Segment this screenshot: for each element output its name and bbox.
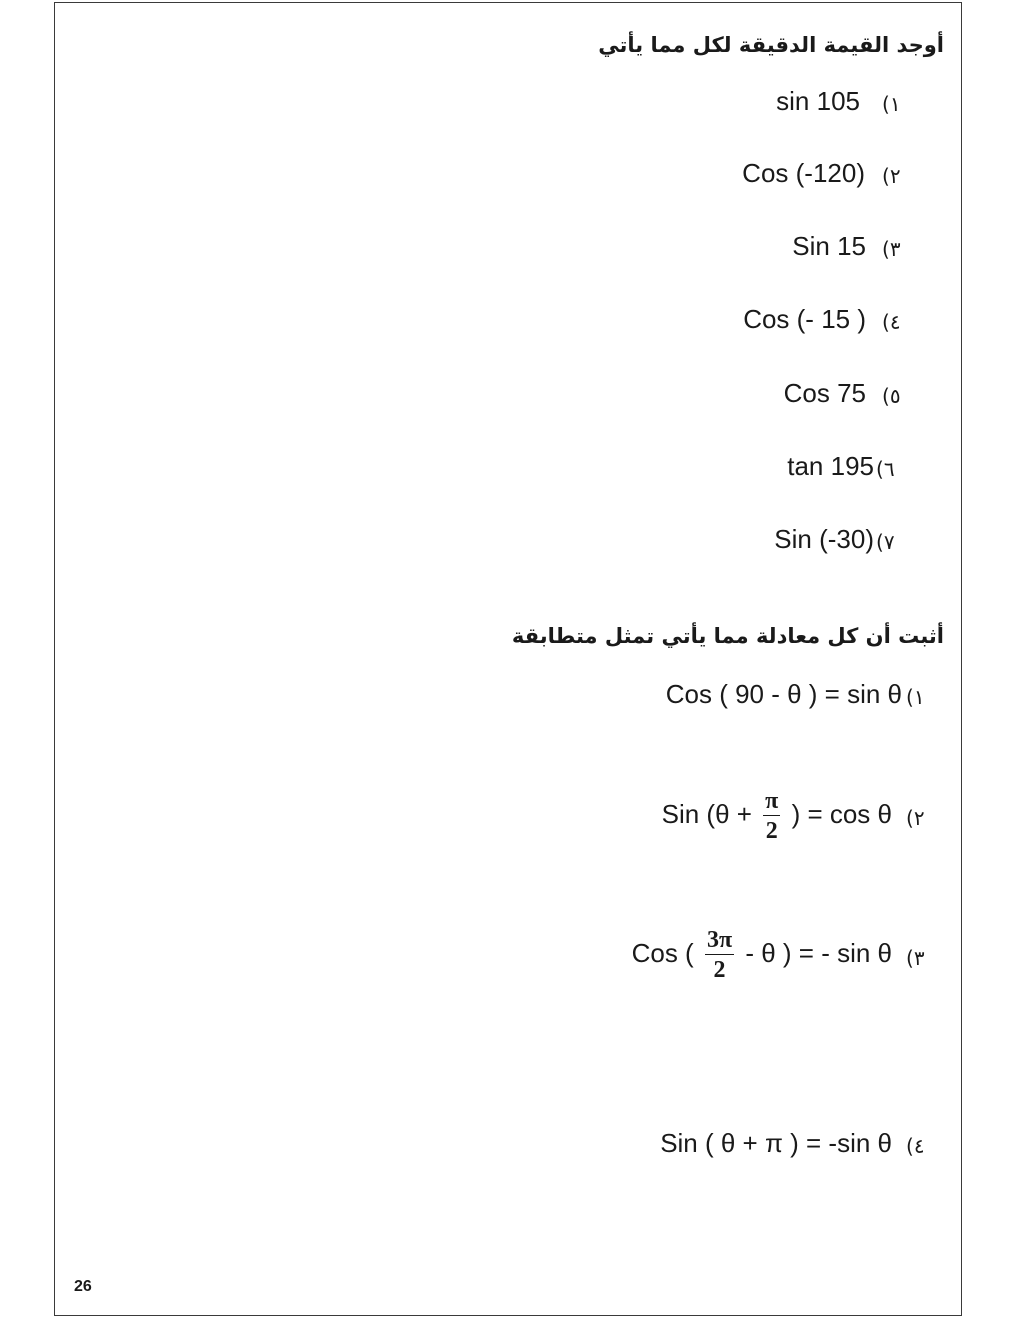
expression-end: ) = cos θ	[791, 798, 892, 829]
item-expression: sin 105	[776, 86, 860, 116]
item-expression: Cos (-120)	[742, 158, 865, 188]
item-number: (٥	[882, 384, 901, 408]
item-expression: tan 195	[787, 451, 874, 481]
item-number: (٢	[882, 164, 901, 188]
section1-heading: أوجد القيمة الدقيقة لكل مما يأتي	[598, 33, 944, 57]
fraction	[705, 927, 734, 983]
fraction-numerator: π	[765, 788, 779, 814]
identity-expression: Cos ( 90 - θ ) = sin θ	[665, 679, 902, 709]
expression-end: - θ ) = - sin θ	[745, 937, 892, 968]
expression-start: Sin (θ +	[661, 798, 752, 829]
fraction-denominator: 2	[713, 957, 726, 983]
item-number: (٣	[906, 946, 925, 970]
expression-start: Cos (	[631, 937, 694, 968]
item-number: (٧	[876, 530, 895, 554]
identity-expression: Sin ( θ + π ) = -sin θ	[660, 1128, 892, 1158]
fraction-numerator: 3π	[706, 927, 733, 953]
page-number: 26	[74, 1278, 92, 1295]
item-expression: Sin 15	[792, 231, 866, 261]
section2-heading: أثبت أن كل معادلة مما يأتي تمثل متطابقة	[511, 624, 944, 648]
item-number: (٦	[876, 457, 895, 481]
item-expression: Sin (-30)	[774, 524, 874, 554]
page-frame	[54, 2, 962, 1316]
fraction	[763, 788, 780, 844]
item-number: (٣	[882, 237, 901, 261]
item-expression: Cos (- 15 )	[743, 304, 866, 334]
item-number: (١	[882, 92, 901, 116]
identity-expression	[662, 788, 892, 844]
item-number: (٢	[906, 806, 925, 830]
item-number: (٤	[882, 310, 901, 334]
identity-expression	[632, 927, 892, 983]
fraction-denominator: 2	[765, 818, 778, 844]
item-expression: Cos 75	[783, 378, 866, 408]
item-number: (١	[906, 685, 925, 709]
item-number: (٤	[906, 1134, 925, 1158]
